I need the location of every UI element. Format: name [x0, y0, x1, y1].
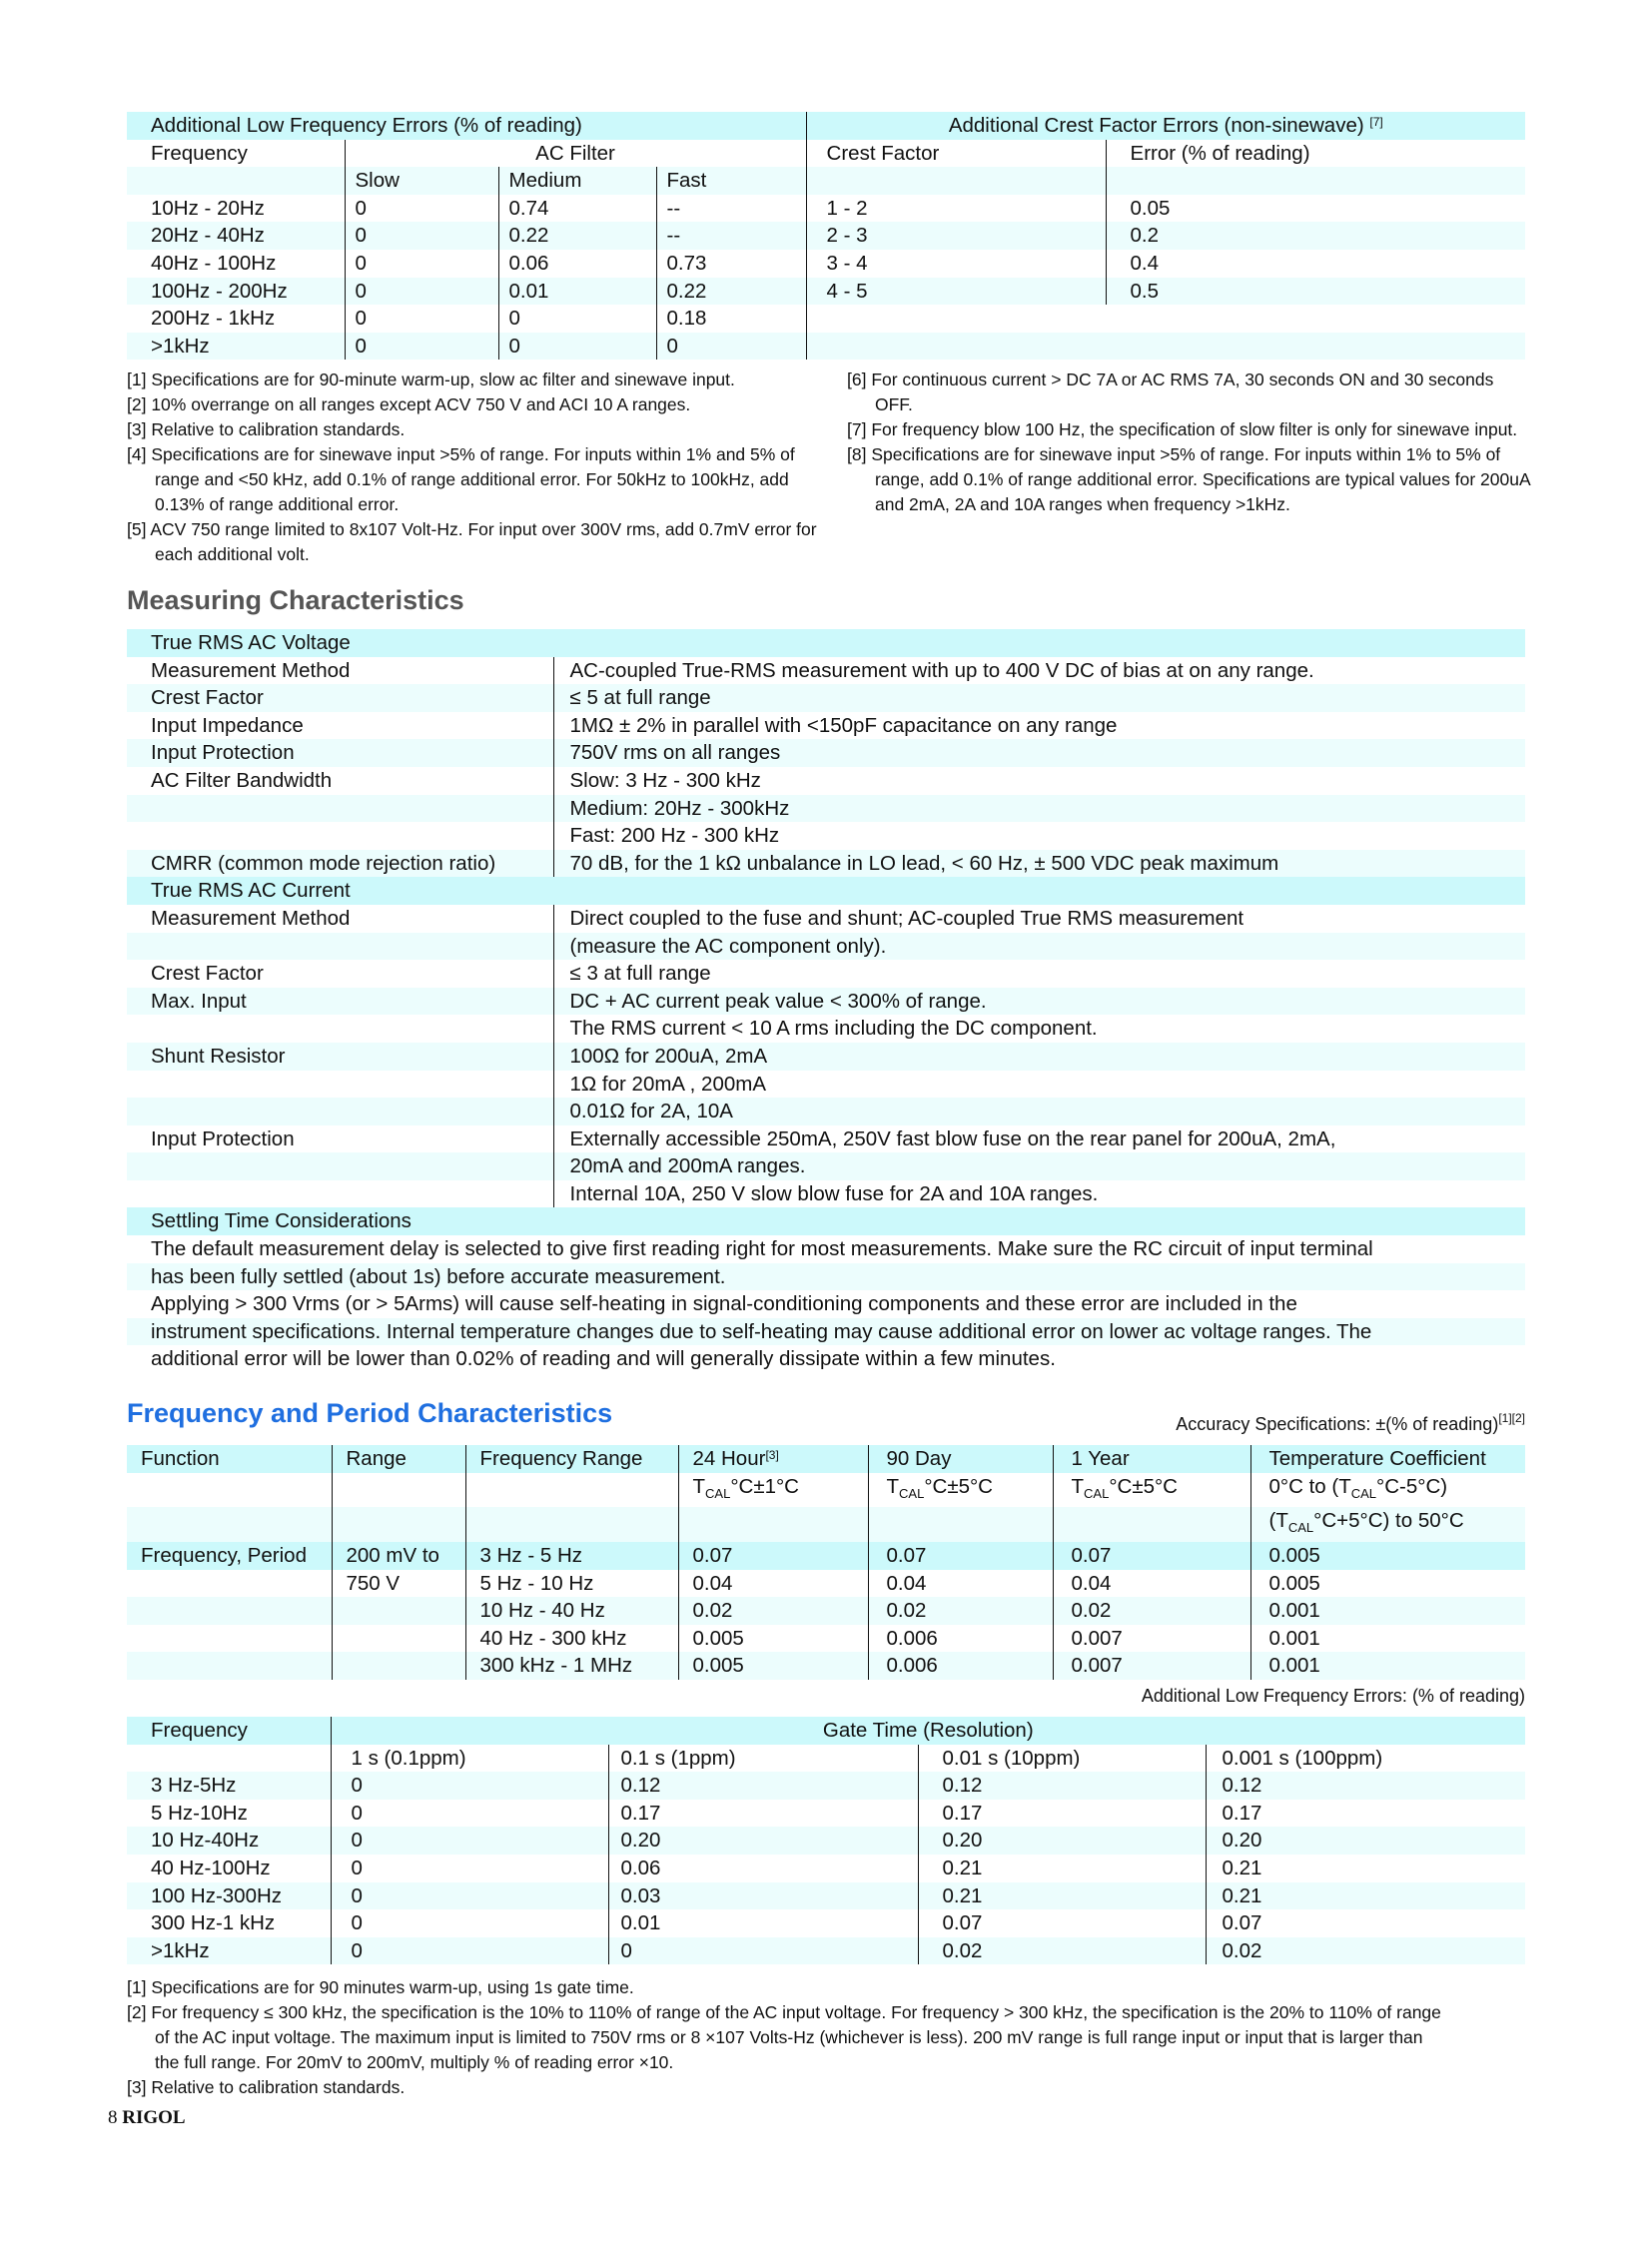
table-row — [127, 1772, 1525, 1800]
table-cell: Slow: 3 Hz - 300 kHz — [553, 767, 1525, 795]
table-cell: 0.07 — [918, 1909, 1206, 1937]
accuracy-caption: Accuracy Specifications: ±(% of reading)[1][2] — [1176, 1411, 1525, 1434]
col-gate-time: Gate Time (Resolution) — [331, 1717, 1525, 1745]
table-cell: 20mA and 200mA ranges. — [553, 1152, 1525, 1180]
table-row — [127, 1015, 1525, 1043]
table-cell — [127, 1152, 553, 1180]
table-cell: DC + AC current peak value < 300% of range. — [553, 988, 1525, 1016]
table-row — [127, 1745, 1525, 1773]
table-row — [127, 960, 1525, 988]
table-cell: Input Protection — [127, 1125, 553, 1153]
table-cell: 0.07 — [1206, 1909, 1525, 1937]
table — [127, 629, 1525, 1373]
table-cell: 0 — [331, 1909, 608, 1937]
table-row — [127, 1625, 1525, 1653]
table-cell — [1106, 305, 1525, 333]
table-row — [127, 195, 1525, 223]
table-row — [127, 822, 1525, 850]
table-cell: 0.006 — [868, 1625, 1053, 1653]
table-cell — [127, 1098, 553, 1125]
table-row — [127, 305, 1525, 333]
table-cell: 0.21 — [918, 1882, 1206, 1910]
settling-line: Applying > 300 Vrms (or > 5Arms) will cause self-heating in signal-conditioning components and these error are included in the — [127, 1290, 1525, 1318]
cond-tc-low: 0°C to $(T_{CAL}^\circ C-5^\circ C)$ — [1250, 1473, 1525, 1508]
table-cell — [806, 167, 1106, 195]
table-cell: Shunt Resistor — [127, 1043, 553, 1071]
table-row — [127, 1043, 1525, 1071]
table-cell: Input Protection — [127, 739, 553, 767]
table-cell: 5 Hz - 10 Hz — [465, 1570, 678, 1598]
table-row — [127, 1235, 1525, 1263]
table-cell: 0.20 — [918, 1827, 1206, 1855]
cond-24h: $T_{CAL}^\circ C\pm 1^\circ C$ — [678, 1473, 868, 1508]
table-row — [127, 167, 1525, 195]
table-row — [127, 795, 1525, 823]
table-cell — [1106, 167, 1525, 195]
table-cell: 3 - 4 — [806, 250, 1106, 278]
table-row — [127, 222, 1525, 250]
table-cell: 0.06 — [498, 250, 656, 278]
voltage-section-title: True RMS AC Voltage — [127, 629, 1525, 657]
ac-errors-table — [127, 112, 1525, 360]
table-cell: 0.02 — [678, 1597, 868, 1625]
table-row — [127, 250, 1525, 278]
table-cell: 1MΩ ± 2% in parallel with <150pF capacitance on any range — [553, 712, 1525, 740]
table-cell — [332, 1597, 465, 1625]
table-cell: 300 Hz-1 kHz — [127, 1909, 331, 1937]
table-cell: 0.20 — [1206, 1827, 1525, 1855]
table-row — [127, 933, 1525, 961]
measuring-heading: Measuring Characteristics — [127, 585, 464, 615]
table-cell: 0.5 — [1106, 278, 1525, 306]
table-cell: Medium: 20Hz - 300kHz — [553, 795, 1525, 823]
table-cell — [332, 1625, 465, 1653]
table-cell — [127, 1745, 331, 1773]
table-row — [127, 1909, 1525, 1937]
cond-90d: $T_{CAL}^\circ C\pm 5^\circ C$ — [868, 1473, 1053, 1508]
table-row — [127, 1180, 1525, 1208]
table-cell — [678, 1507, 868, 1542]
table-cell — [127, 1473, 332, 1508]
table-cell: 0.07 — [678, 1542, 868, 1570]
table-cell: 0.005 — [1250, 1570, 1525, 1598]
table-cell: Crest Factor — [127, 960, 553, 988]
table-cell: 0 — [345, 278, 498, 306]
table-row — [127, 657, 1525, 685]
table-cell: 0.02 — [868, 1597, 1053, 1625]
table-cell: 40 Hz-100Hz — [127, 1855, 331, 1882]
table — [127, 1445, 1525, 1680]
col-24-hour: 24 Hour[3] — [678, 1445, 868, 1473]
table-cell: Internal 10A, 250 V slow blow fuse for 2A and 10A ranges. — [553, 1180, 1525, 1208]
table-row — [127, 278, 1525, 306]
settling-line: has been fully settled (about 1s) before accurate measurement. — [127, 1263, 1525, 1291]
table-cell: 100 Hz-300Hz — [127, 1882, 331, 1910]
table-cell — [1106, 333, 1525, 361]
table-cell: 0 — [331, 1937, 608, 1965]
table-cell: 300 kHz - 1 MHz — [465, 1652, 678, 1680]
table-cell: 0.22 — [656, 278, 806, 306]
table-cell: 0.12 — [608, 1772, 918, 1800]
page-number: 8 — [108, 2107, 118, 2128]
ac-notes-right: [6] For continuous current > DC 7A or AC RMS 7A, 30 seconds ON and 30 seconds OFF. [7] For frequency blow 100 Hz, the specification of slow filter is only for sinewave input. [8] Specifications are for sinewave input >5% of range. For inputs within 1% to 5% of range, add 0.1% of range additional error. Specifications are typical values for 200uA and 2mA, 2A and 10A ranges when frequency >1kHz. — [847, 370, 1530, 514]
table-cell: 0.22 — [498, 222, 656, 250]
table-row — [127, 112, 1525, 140]
table-row — [127, 140, 1525, 168]
table-row — [127, 1542, 1525, 1570]
table-cell: 0.005 — [678, 1625, 868, 1653]
table-row — [127, 1098, 1525, 1125]
table-cell: 1Ω for 20mA , 200mA — [553, 1071, 1525, 1099]
table-cell: 0.007 — [1053, 1625, 1250, 1653]
col-frequency: Frequency — [127, 140, 345, 168]
settling-line: additional error will be lower than 0.02% of reading and will generally dissipate within a few minutes. — [127, 1345, 1525, 1373]
table-row — [127, 1345, 1525, 1373]
table-cell — [1053, 1507, 1250, 1542]
table-cell: >1kHz — [127, 333, 345, 361]
table-cell: 0.07 — [1053, 1542, 1250, 1570]
current-section-title: True RMS AC Current — [127, 877, 1525, 905]
crest-title: Additional Crest Factor Errors (non-sinewave) [7] — [806, 112, 1525, 140]
freq-period-heading: Frequency and Period Characteristics — [127, 1398, 613, 1428]
brand-logo: RIGOL — [122, 2107, 186, 2128]
table-row — [127, 1207, 1525, 1235]
table-cell — [127, 1597, 332, 1625]
table-cell: 0 — [345, 333, 498, 361]
table-cell: 0 — [345, 305, 498, 333]
table-cell — [806, 333, 1106, 361]
col-slow: Slow — [345, 167, 498, 195]
table-row — [127, 905, 1525, 933]
table-cell — [127, 167, 345, 195]
table-cell: 0.006 — [868, 1652, 1053, 1680]
table-cell: 100Ω for 200uA, 2mA — [553, 1043, 1525, 1071]
table-row — [127, 1827, 1525, 1855]
table-cell: 0 — [331, 1855, 608, 1882]
table-cell: 0.01 — [498, 278, 656, 306]
col-medium: Medium — [498, 167, 656, 195]
table-cell: 1 - 2 — [806, 195, 1106, 223]
table-cell: 0.20 — [608, 1827, 918, 1855]
table-cell: 4 - 5 — [806, 278, 1106, 306]
table-cell: 0.007 — [1053, 1652, 1250, 1680]
col-0.1s: 0.1 s (1ppm) — [608, 1745, 918, 1773]
table-cell: Fast: 200 Hz - 300 kHz — [553, 822, 1525, 850]
table-cell: CMRR (common mode rejection ratio) — [127, 850, 553, 878]
table-cell: 0 — [331, 1800, 608, 1828]
table-cell: ≤ 5 at full range — [553, 684, 1525, 712]
table-cell: 0 — [498, 333, 656, 361]
table-cell — [127, 1180, 553, 1208]
table-cell: 40Hz - 100Hz — [127, 250, 345, 278]
settling-section-title: Settling Time Considerations — [127, 1207, 1525, 1235]
table-row — [127, 1937, 1525, 1965]
table-cell: 0.12 — [918, 1772, 1206, 1800]
table-cell: 0.17 — [918, 1800, 1206, 1828]
table-cell — [127, 822, 553, 850]
table-cell: 0.03 — [608, 1882, 918, 1910]
table-cell — [332, 1507, 465, 1542]
table-cell — [465, 1507, 678, 1542]
measuring-table — [127, 629, 1525, 1373]
table-cell: 750V rms on all ranges — [553, 739, 1525, 767]
table-cell: 3 Hz-5Hz — [127, 1772, 331, 1800]
table-cell: 200Hz - 1kHz — [127, 305, 345, 333]
table-cell: 0.02 — [1206, 1937, 1525, 1965]
gate-time-table — [127, 1717, 1525, 1964]
table-row — [127, 1071, 1525, 1099]
table-cell: 200 mV to — [332, 1542, 465, 1570]
table-cell — [332, 1473, 465, 1508]
freq-notes: [1] Specifications are for 90 minutes warm-up, using 1s gate time. [2] For frequency ≤ 300 kHz, the specification is the 10% to 110% of range of the AC input voltage. For frequency > 300 kHz, the specification is the 20% to 110% of range of the AC input voltage. The maximum input is limited to 750V rms or 8 ×107 Volts-Hz (whichever is less). 200 mV range is full range input or input that is larger than the full range. For 20mV to 200mV, multiply % of reading error ×10. [3] Relative to calibration standards. — [127, 1977, 1441, 2097]
freq-period-table — [127, 1445, 1525, 1680]
col-90-day: 90 Day — [868, 1445, 1053, 1473]
table-cell: 0 — [331, 1827, 608, 1855]
table-cell: 750 V — [332, 1570, 465, 1598]
table-row — [127, 988, 1525, 1016]
col-temp-coefficient: Temperature Coefficient — [1250, 1445, 1525, 1473]
table-row — [127, 767, 1525, 795]
table-cell: 0.04 — [868, 1570, 1053, 1598]
table-cell: 0.18 — [656, 305, 806, 333]
table-cell: 0 — [608, 1937, 918, 1965]
cond-tc-high: $(T_{CAL}^\circ C+5^\circ C)$ to 50°C — [1250, 1507, 1525, 1542]
table-cell: -- — [656, 222, 806, 250]
table-row — [127, 877, 1525, 905]
table-row — [127, 1152, 1525, 1180]
table-cell: 100Hz - 200Hz — [127, 278, 345, 306]
table-cell: 0.21 — [1206, 1855, 1525, 1882]
table-cell — [127, 933, 553, 961]
table-cell: 0.005 — [678, 1652, 868, 1680]
col-frequency-range: Frequency Range — [465, 1445, 678, 1473]
table-cell: 0.04 — [678, 1570, 868, 1598]
table-cell — [332, 1652, 465, 1680]
table-row — [127, 1717, 1525, 1745]
table-cell: ≤ 3 at full range — [553, 960, 1525, 988]
table-cell: 0.74 — [498, 195, 656, 223]
table-cell: 0.01 — [608, 1909, 918, 1937]
table-cell: Max. Input — [127, 988, 553, 1016]
table-cell: 5 Hz-10Hz — [127, 1800, 331, 1828]
table-cell: AC-coupled True-RMS measurement with up to 400 V DC of bias at on any range. — [553, 657, 1525, 685]
table-row — [127, 684, 1525, 712]
table-cell: 0.005 — [1250, 1542, 1525, 1570]
table-cell: 0.02 — [1053, 1597, 1250, 1625]
table-row — [127, 1652, 1525, 1680]
table-row — [127, 1473, 1525, 1508]
table-cell — [127, 1652, 332, 1680]
table-row — [127, 1507, 1525, 1542]
table-cell: 0 — [345, 250, 498, 278]
table-cell: Measurement Method — [127, 657, 553, 685]
table-row — [127, 1318, 1525, 1346]
table-row — [127, 1445, 1525, 1473]
table-row — [127, 1263, 1525, 1291]
col-frequency: Frequency — [127, 1717, 331, 1745]
table-cell: 0.07 — [868, 1542, 1053, 1570]
table-cell: 0.2 — [1106, 222, 1525, 250]
top-tables — [127, 112, 1525, 360]
cond-1y: $T_{CAL}^\circ C\pm 5^\circ C$ — [1053, 1473, 1250, 1508]
table-cell — [127, 1015, 553, 1043]
table-cell — [127, 1071, 553, 1099]
table-cell: 0.17 — [1206, 1800, 1525, 1828]
table-row — [127, 712, 1525, 740]
table-cell: 0.17 — [608, 1800, 918, 1828]
table-cell: AC Filter Bandwidth — [127, 767, 553, 795]
settling-line: instrument specifications. Internal temperature changes due to self-heating may cause additional error on lower ac voltage ranges. The — [127, 1318, 1525, 1346]
table-cell — [127, 1507, 332, 1542]
table-cell: 0 — [331, 1882, 608, 1910]
table-row — [127, 1125, 1525, 1153]
table-cell — [806, 305, 1106, 333]
gate-caption: Additional Low Frequency Errors: (% of reading) — [1141, 1686, 1525, 1706]
table-cell: Externally accessible 250mA, 250V fast blow fuse on the rear panel for 200uA, 2mA, — [553, 1125, 1525, 1153]
table-row — [127, 1597, 1525, 1625]
col-1s: 1 s (0.1ppm) — [331, 1745, 608, 1773]
col-error: Error (% of reading) — [1106, 140, 1525, 168]
col-0.01s: 0.01 s (10ppm) — [918, 1745, 1206, 1773]
table-cell: 0.4 — [1106, 250, 1525, 278]
table-row — [127, 333, 1525, 361]
table-cell — [465, 1473, 678, 1508]
table-cell: 0 — [345, 222, 498, 250]
table-row — [127, 850, 1525, 878]
table-cell: Frequency, Period — [127, 1542, 332, 1570]
table-cell: The RMS current < 10 A rms including the DC component. — [553, 1015, 1525, 1043]
table-row — [127, 1855, 1525, 1882]
settling-line: The default measurement delay is selected to give first reading right for most measurements. Make sure the RC circuit of input terminal — [127, 1235, 1525, 1263]
table-cell: 0.21 — [918, 1855, 1206, 1882]
table-cell: Measurement Method — [127, 905, 553, 933]
ac-notes-left: [1] Specifications are for 90-minute warm-up, slow ac filter and sinewave input. [2] 10% overrange on all ranges except ACV 750 V and ACI 10 A ranges. [3] Relative to calibration standards. [4] Specifications are for sinewave input >5% of range. For inputs within 1% and 5% of range and <50 kHz, add 0.1% of range additional error. For 50kHz to 100kHz, add 0.13% of range additional error. [5] ACV 750 range limited to 8x107 Volt-Hz. For input over 300V rms, add 0.7mV error for each additional volt. — [127, 370, 817, 564]
table-cell: 40 Hz - 300 kHz — [465, 1625, 678, 1653]
table-cell: 10 Hz - 40 Hz — [465, 1597, 678, 1625]
col-1-year: 1 Year — [1053, 1445, 1250, 1473]
table-cell: 0 — [498, 305, 656, 333]
page-footer — [108, 2107, 186, 2129]
table-row — [127, 1570, 1525, 1598]
table-cell: (measure the AC component only). — [553, 933, 1525, 961]
table-cell: 3 Hz - 5 Hz — [465, 1542, 678, 1570]
table-cell: 20Hz - 40Hz — [127, 222, 345, 250]
table-cell: 0 — [656, 333, 806, 361]
table-cell: 0.001 — [1250, 1597, 1525, 1625]
table-cell: 0 — [331, 1772, 608, 1800]
table-row — [127, 1882, 1525, 1910]
table-cell: 0.06 — [608, 1855, 918, 1882]
table-row — [127, 1800, 1525, 1828]
col-crest-factor: Crest Factor — [806, 140, 1106, 168]
col-ac-filter: AC Filter — [345, 140, 806, 168]
table-cell: 0.001 — [1250, 1625, 1525, 1653]
table-cell — [127, 795, 553, 823]
table-cell: 0.02 — [918, 1937, 1206, 1965]
table-cell: 70 dB, for the 1 kΩ unbalance in LO lead, < 60 Hz, ± 500 VDC peak maximum — [553, 850, 1525, 878]
table-cell: 0.04 — [1053, 1570, 1250, 1598]
table-cell: 0.73 — [656, 250, 806, 278]
table-cell — [127, 1625, 332, 1653]
low-freq-title: Additional Low Frequency Errors (% of reading) — [127, 112, 806, 140]
table-cell: 0 — [345, 195, 498, 223]
table-cell: 0.05 — [1106, 195, 1525, 223]
table-cell: 0.01Ω for 2A, 10A — [553, 1098, 1525, 1125]
table-cell: Input Impedance — [127, 712, 553, 740]
table — [127, 1717, 1525, 1964]
table-cell: -- — [656, 195, 806, 223]
table-row — [127, 739, 1525, 767]
table-cell: 10 Hz-40Hz — [127, 1827, 331, 1855]
table-cell: 0.001 — [1250, 1652, 1525, 1680]
table-cell: Direct coupled to the fuse and shunt; AC-coupled True RMS measurement — [553, 905, 1525, 933]
col-function: Function — [127, 1445, 332, 1473]
col-fast: Fast — [656, 167, 806, 195]
table-cell: 0.12 — [1206, 1772, 1525, 1800]
table-cell — [127, 1570, 332, 1598]
col-0.001s: 0.001 s (100ppm) — [1206, 1745, 1525, 1773]
table-row — [127, 1290, 1525, 1318]
table-row — [127, 629, 1525, 657]
table-cell: 2 - 3 — [806, 222, 1106, 250]
table-cell — [868, 1507, 1053, 1542]
table-cell: 10Hz - 20Hz — [127, 195, 345, 223]
table-cell: >1kHz — [127, 1937, 331, 1965]
table-cell: 0.21 — [1206, 1882, 1525, 1910]
col-range: Range — [332, 1445, 465, 1473]
table-cell: Crest Factor — [127, 684, 553, 712]
